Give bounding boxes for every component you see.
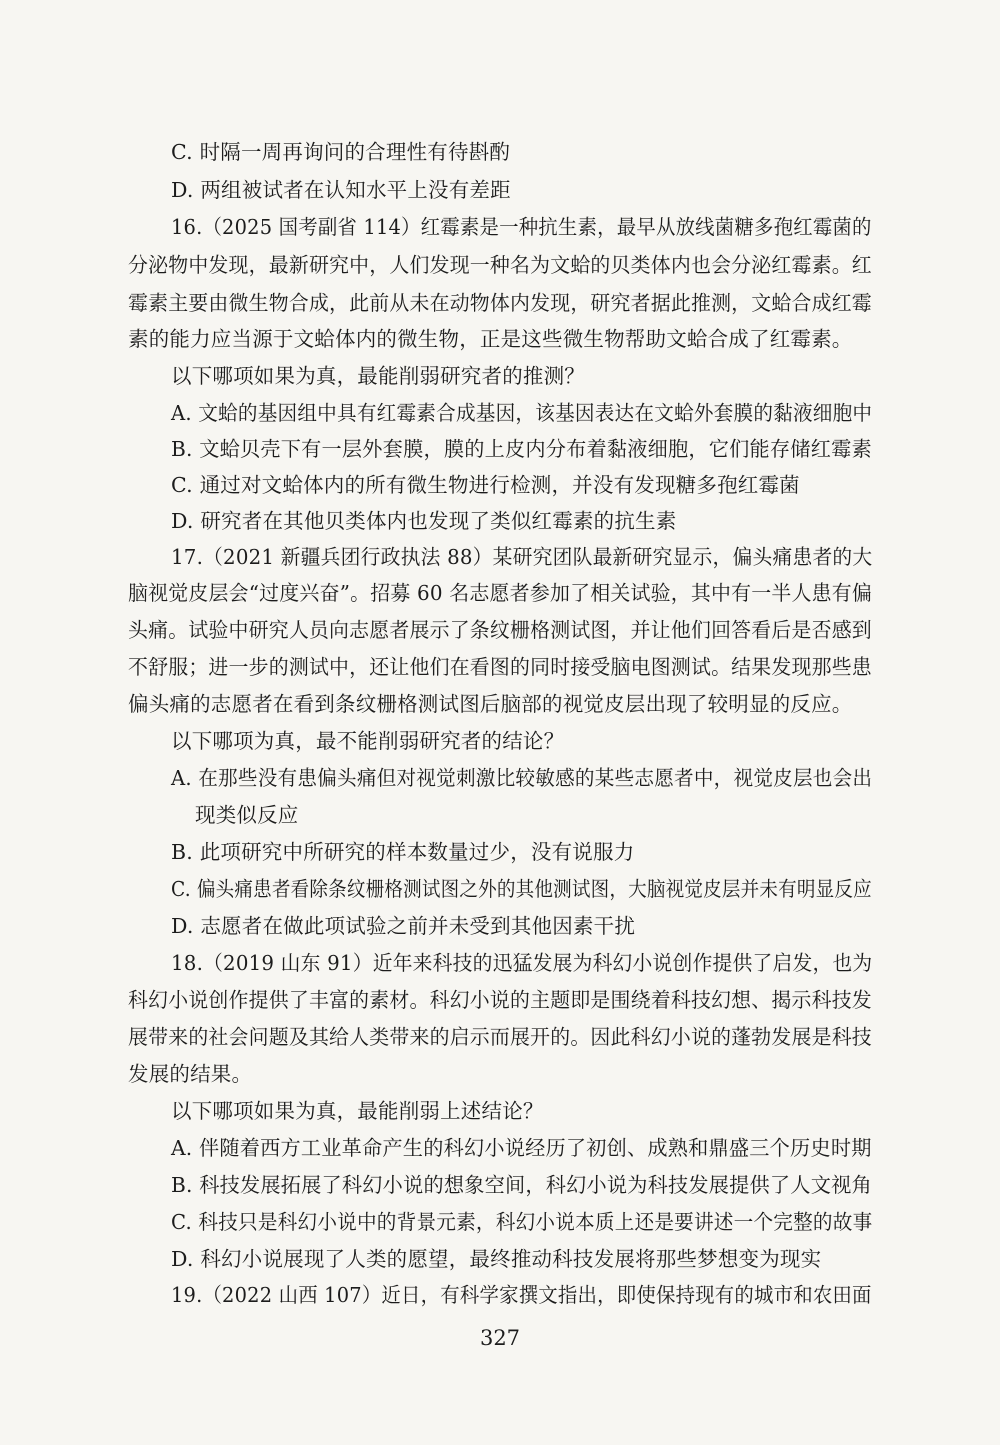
question-16-line-1: 16.（2025 国考副省 114）红霉素是一种抗生素，最早从放线菌糖多孢红霉菌的: [171, 215, 872, 239]
question-18-line-1: 18.（2019 山东 91）近年来科技的迅猛发展为科幻小说创作提供了启发，也为: [171, 951, 873, 975]
question-17-line-1: 17.（2021 新疆兵团行政执法 88）某研究团队最新研究显示，偏头痛患者的大: [171, 545, 873, 569]
option-c-q18: C. 科技只是科幻小说中的背景元素，科幻小说本质上还是要讲述一个完整的故事: [171, 1210, 873, 1234]
question-17-line-5: 偏头痛的志愿者在看到条纹栅格测试图后脑部的视觉皮层出现了较明显的反应。: [128, 692, 853, 716]
option-c-q16: C. 通过对文蛤体内的所有微生物进行检测，并没有发现糖多孢红霉菌: [171, 473, 800, 497]
question-17-line-4: 不舒服；进一步的测试中，还让他们在看图的同时接受脑电图测试。结果发现那些患: [128, 655, 872, 679]
option-a-q16: A. 文蛤的基因组中具有红霉素合成基因，该基因表达在文蛤外套膜的黏液细胞中: [171, 401, 873, 425]
question-17-prompt: 以下哪项为真，最不能削弱研究者的结论？: [171, 729, 565, 753]
question-16-line-3: 霉素主要由微生物合成，此前从未在动物体内发现，研究者据此推测，文蛤合成红霉: [128, 291, 872, 315]
question-17-line-2: 脑视觉皮层会“过度兴奋”。招募 60 名志愿者参加了相关试验，其中有一半人患有偏: [128, 581, 873, 605]
option-c-q15: C. 时隔一周再询问的合理性有待斟酌: [171, 140, 511, 164]
question-18-line-3: 展带来的社会问题及其给人类带来的启示而展开的。因此科幻小说的蓬勃发展是科技: [128, 1025, 872, 1049]
question-18-prompt: 以下哪项如果为真，最能削弱上述结论？: [171, 1099, 544, 1123]
question-16-prompt: 以下哪项如果为真，最能削弱研究者的推测？: [171, 364, 585, 388]
option-d-q18: D. 科幻小说展现了人类的愿望，最终推动科技发展将那些梦想变为现实: [171, 1247, 822, 1271]
question-18-line-2: 科幻小说创作提供了丰富的素材。科幻小说的主题即是围绕着科技幻想、揭示科技发: [128, 988, 872, 1012]
question-18-line-4: 发展的结果。: [128, 1062, 253, 1086]
question-19-line-1: 19.（2022 山西 107）近日，有科学家撰文指出，即使保持现有的城市和农田面: [171, 1283, 872, 1307]
option-b-q17: B. 此项研究中所研究的样本数量过少，没有说服力: [171, 840, 635, 864]
option-c-q17: C. 偏头痛患者看除条纹栅格测试图之外的其他测试图，大脑视觉皮层并未有明显反应: [171, 877, 872, 901]
option-d-q16: D. 研究者在其他贝类体内也发现了类似红霉素的抗生素: [171, 509, 677, 533]
option-d-q17: D. 志愿者在做此项试验之前并未受到其他因素干扰: [171, 914, 636, 938]
option-b-q16: B. 文蛤贝壳下有一层外套膜，膜的上皮内分布着黏液细胞，它们能存储红霉素: [171, 437, 872, 461]
option-b-q18: B. 科技发展拓展了科幻小说的想象空间，科幻小说为科技发展提供了人文视角: [171, 1173, 872, 1197]
option-d-q15: D. 两组被试者在认知水平上没有差距: [171, 178, 511, 202]
option-a-q18: A. 伴随着西方工业革命产生的科幻小说经历了初创、成熟和鼎盛三个历史时期: [171, 1136, 872, 1160]
question-17-line-3: 头痛。试验中研究人员向志愿者展示了条纹栅格测试图，并让他们回答看后是否感到: [128, 618, 872, 642]
option-a-q17: A. 在那些没有患偏头痛但对视觉刺激比较敏感的某些志愿者中，视觉皮层也会出: [171, 766, 873, 790]
option-a-q17-cont: 现类似反应: [195, 803, 299, 827]
question-16-line-2: 分泌物中发现，最新研究中，人们发现一种名为文蛤的贝类体内也会分泌红霉素。红: [128, 253, 872, 277]
question-16-line-4: 素的能力应当源于文蛤体内的微生物，正是这些微生物帮助文蛤合成了红霉素。: [128, 327, 853, 351]
page-number: 327: [479, 1326, 521, 1350]
